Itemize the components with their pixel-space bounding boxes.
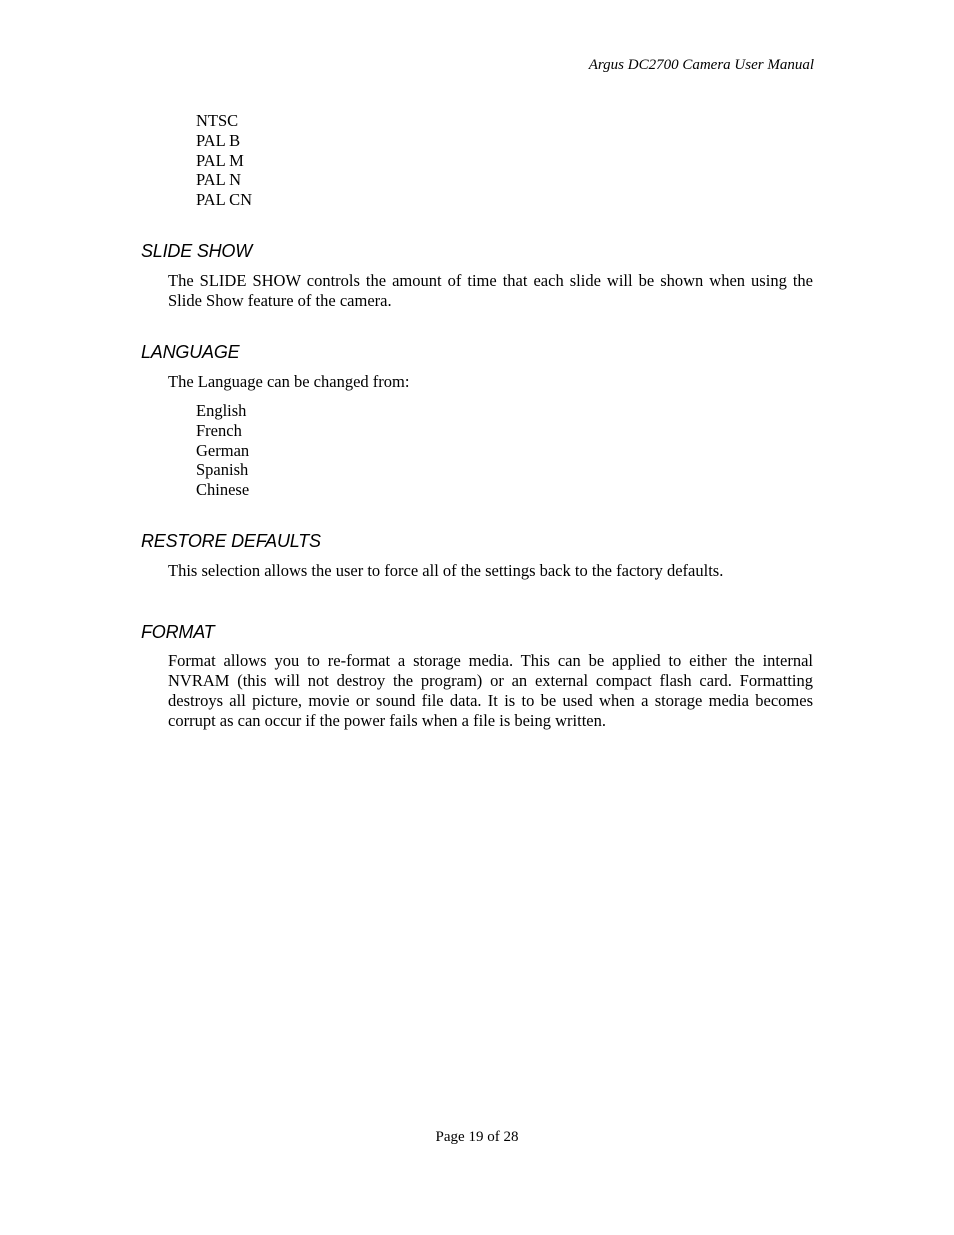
section-heading-restore-defaults: RESTORE DEFAULTS bbox=[141, 531, 321, 551]
section-heading-slide-show: SLIDE SHOW bbox=[141, 241, 253, 261]
list-item: NTSC bbox=[196, 111, 239, 130]
running-header-title: Argus DC2700 Camera User Manual bbox=[588, 57, 814, 73]
list-item: PAL B bbox=[196, 130, 241, 150]
restore-defaults-description: This selection allows the user to force all of the settings back to the factory defaults. bbox=[168, 561, 724, 580]
language-options-list bbox=[196, 401, 249, 500]
list-item: Chinese bbox=[196, 480, 250, 500]
list-item: PAL N bbox=[196, 170, 242, 190]
list-item: French bbox=[196, 420, 242, 440]
language-description: The Language can be changed from: bbox=[168, 372, 410, 391]
video-out-options-list bbox=[196, 111, 252, 210]
list-item: English bbox=[196, 401, 247, 420]
list-item: German bbox=[196, 440, 250, 460]
slide-show-description: The SLIDE SHOW controls the amount of time that each slide will be shown when using the Slide Show feature of the camera. bbox=[168, 271, 813, 310]
list-item: Spanish bbox=[196, 460, 249, 480]
page-number: Page 19 of 28 bbox=[435, 1129, 519, 1145]
section-heading-language: LANGUAGE bbox=[141, 342, 240, 362]
list-item: PAL M bbox=[196, 150, 244, 170]
format-description: Format allows you to re-format a storage media. This can be applied to either the internal NVRAM (this will not destroy the program) or an external compact flash card. Formatting destroys all picture, movie or sound file data. It is to be used when a storage media becomes corrupt as can occur if the power fails when a file is being written. bbox=[168, 651, 813, 730]
list-item: PAL CN bbox=[196, 190, 253, 210]
section-heading-format: FORMAT bbox=[141, 622, 215, 642]
